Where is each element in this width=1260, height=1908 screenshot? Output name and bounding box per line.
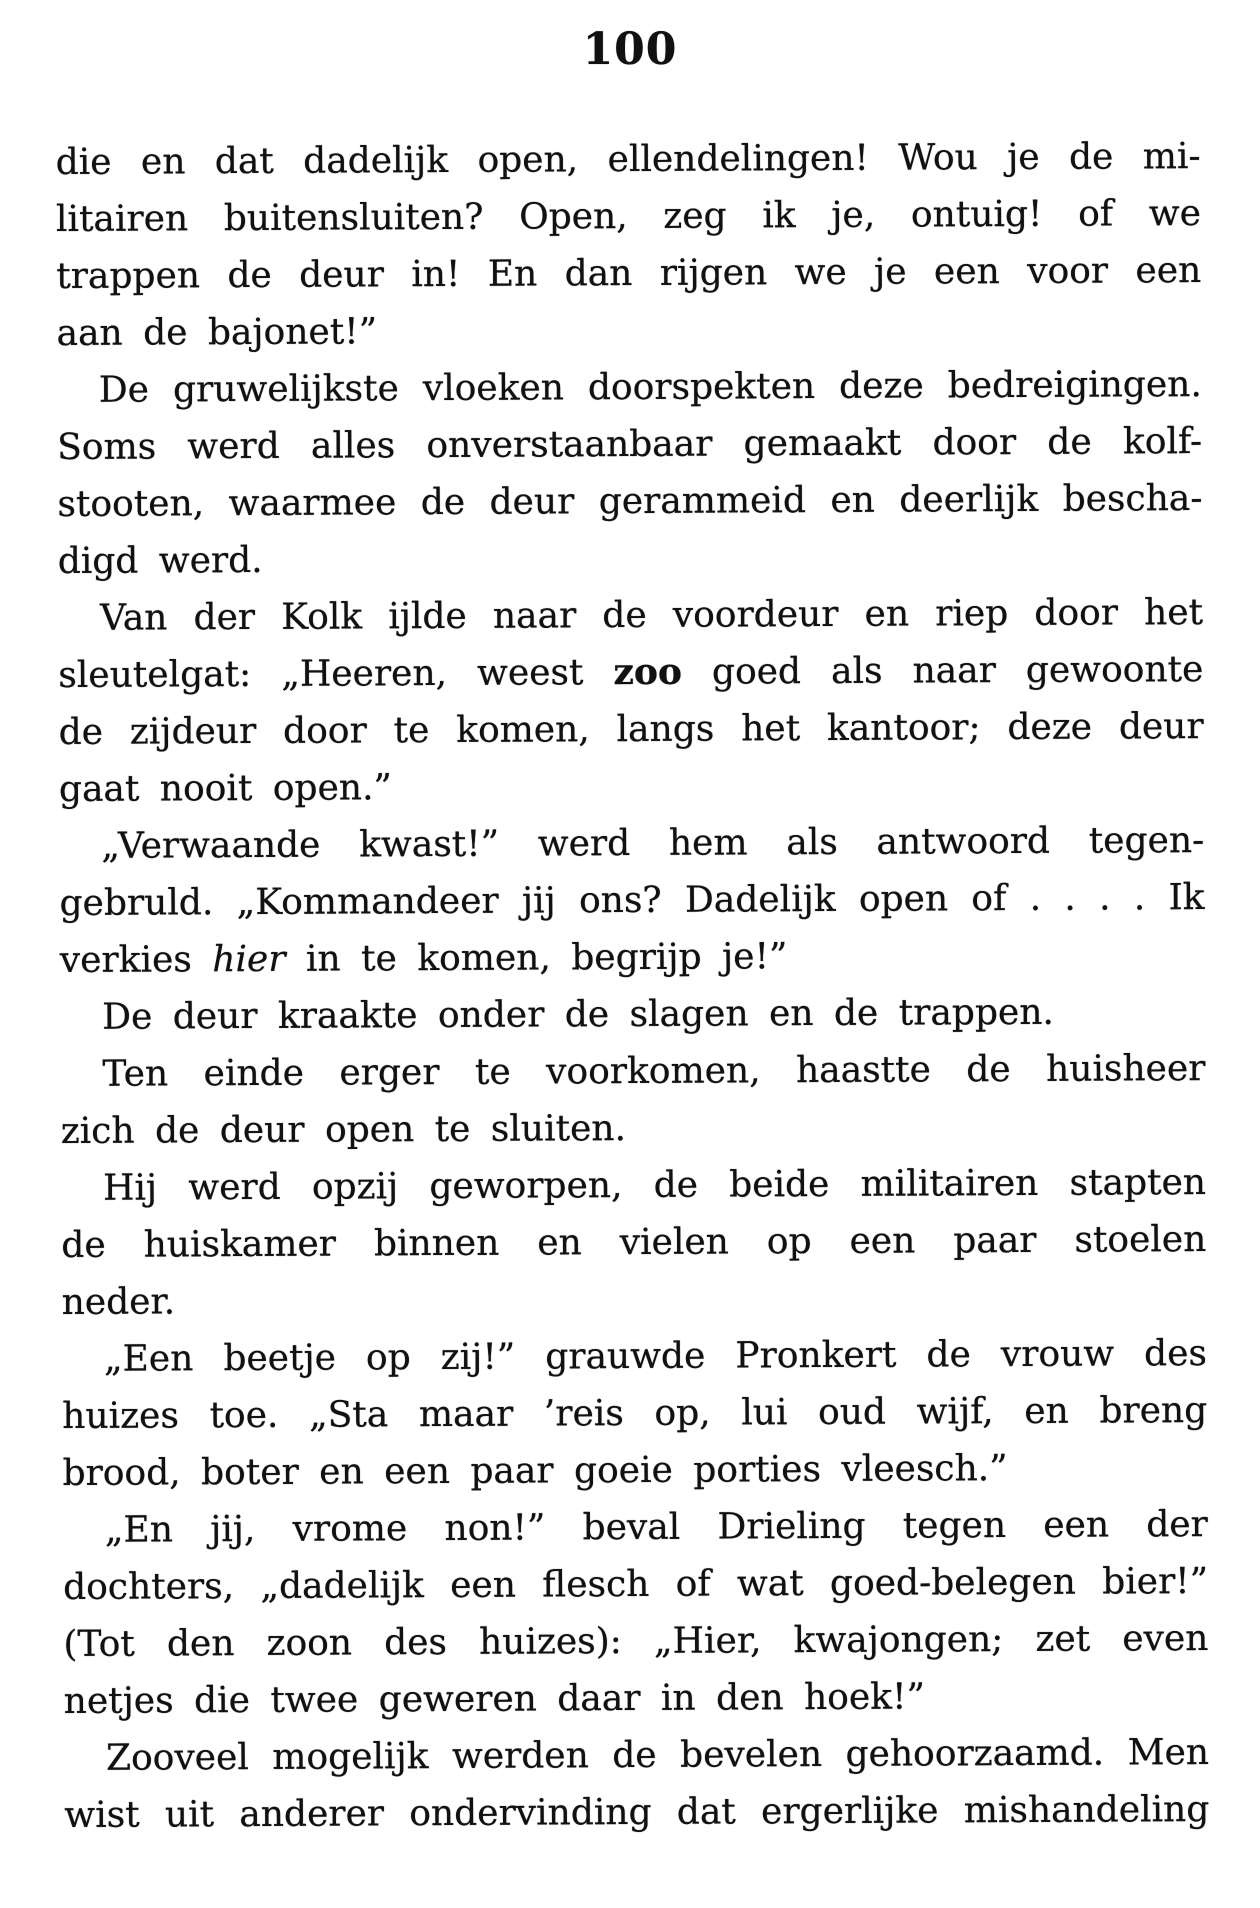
text-segment: brood, boter en een paar goeie porties vleesch.” [62,1448,1008,1494]
text-segment: sleutelgat: „Heeren, weest [58,652,614,697]
text-line [60,926,1205,989]
text-segment: zich de deur open te sluiten. [60,1108,627,1152]
text-segment: digd werd. [57,539,263,583]
text-line [63,1553,1208,1616]
text-line [58,584,1203,647]
text-segment: gebruld. „Kommandeer jij ons? Dadelijk open of . . . . Ik [59,877,1205,924]
text-segment: „Verwaande kwast!” werd hem als antwoord tegen- [101,820,1205,867]
text-line [56,185,1201,248]
text-line [57,356,1202,419]
text-segment: Soms werd alles onverstaanbaar gemaakt door de kolf- [57,421,1203,469]
text-line [62,1325,1207,1388]
text-line [57,413,1202,476]
text-segment: die en dat dadelijk open, ellendelingen! Wou je de mi- [55,136,1201,184]
text-segment: (Tot den zoon des huizes): „Hier, kwajongen; zet even [63,1617,1209,1665]
text-line [58,641,1203,704]
text-segment: Zooveel mogelijk werden de bevelen gehoorzaamd. Men [105,1731,1210,1779]
text-line [59,869,1204,932]
text-line [64,1781,1209,1844]
text-line [58,527,1203,590]
text-segment: netjes die twee geweren daar in den hoek!” [63,1676,926,1722]
text-line [59,755,1204,818]
text-line [62,1439,1207,1502]
text-segment: de huiskamer binnen en vielen op een paar stoelen [61,1218,1207,1266]
text-segment: gaat nooit open.” [58,767,392,811]
bold-word: zoo [613,650,683,694]
text-line [56,242,1201,305]
text-segment: Hij werd opzij geworpen, de beide militairen stapten [102,1162,1207,1209]
text-segment: de zijdeur door te komen, langs het kantoor; deze deur [58,706,1204,754]
text-segment: Ten einde erger te voorkomen, haastte de huisheer [102,1048,1206,1095]
text-line [60,983,1205,1046]
page-text [56,128,1210,1844]
text-segment: dochters, „dadelijk een flesch of wat goed-belegen bier!” [63,1560,1209,1608]
text-segment: neder. [61,1281,176,1323]
text-line [63,1496,1208,1559]
text-segment: in te komen, begrijp je!” [285,936,788,980]
text-line [59,812,1204,875]
text-segment: Van der Kolk ijlde naar de voordeur en riep door het [99,592,1204,639]
text-line [61,1211,1206,1274]
text-line [56,128,1201,191]
text-line [59,698,1204,761]
text-segment: huizes toe. „Sta maar ’reis op, lui oud wijf, en breng [62,1389,1208,1437]
text-line [64,1667,1209,1730]
text-line [62,1268,1207,1331]
text-segment: „Een beetje op zij!” grauwde Pronkert de vrouw des [103,1332,1208,1380]
text-segment: De gruwelijkste vloeken doorspekten deze bedreigingen. [98,364,1202,411]
text-segment: „En jij, vrome non!” beval Drieling tegen een der [104,1503,1208,1551]
text-line [64,1724,1209,1787]
text-line [61,1154,1206,1217]
text-segment: wist uit anderer ondervinding dat ergerlijke mishandeling [64,1788,1210,1836]
text-segment: litairen buitensluiten? Open, zeg ik je, ontuig! of we [55,193,1202,241]
text-line [60,1040,1205,1103]
text-line [57,470,1202,533]
italic-word: hier [212,938,286,981]
text-segment: verkies [59,939,213,981]
text-segment: stooten, waarmee de deur gerammeid en deerlijk bescha- [57,478,1203,526]
text-segment: De deur kraakte onder de slagen en de trappen. [102,991,1055,1038]
text-line [56,299,1201,362]
text-segment: goed als naar gewoonte [681,649,1204,693]
text-line [63,1610,1208,1673]
text-line [62,1382,1207,1445]
page-number: 100 [582,24,678,75]
text-line [61,1097,1206,1160]
text-segment: aan de bajonet!” [56,311,378,355]
text-segment: trappen de deur in! En dan rijgen we je een voor een [56,250,1202,298]
